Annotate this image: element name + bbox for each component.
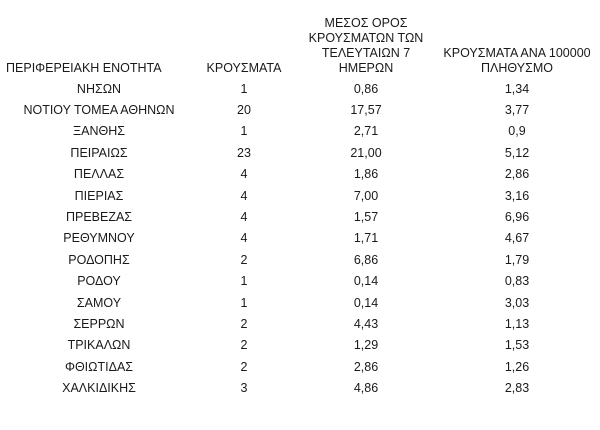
cell-cases: 4	[240, 167, 248, 182]
cell-regional-unit: ΡΕΘΥΜΝΟΥ	[63, 231, 135, 246]
cell-regional-unit: ΝΗΣΩΝ	[76, 81, 122, 96]
cell-cases-per-100000: 6,96	[504, 210, 530, 225]
cell-7day-average: 0,14	[353, 274, 379, 289]
cell-cases-per-100000: 4,67	[504, 231, 530, 246]
table-row	[4, 356, 596, 377]
table-row	[4, 271, 596, 292]
header-line: ΚΡΟΥΣΜΑΤΑ ΑΝΑ 100000	[443, 46, 591, 60]
cell-regional-unit: ΣΑΜΟΥ	[76, 295, 122, 310]
cell-cases: 1	[240, 124, 248, 139]
table-body	[4, 78, 596, 399]
cell-regional-unit: ΡΟΔΟΥ	[77, 274, 121, 289]
cell-cases: 3	[240, 381, 248, 396]
cell-cases: 23	[237, 145, 251, 160]
cell-cases: 1	[240, 81, 248, 96]
table-row	[4, 142, 596, 163]
cell-regional-unit: ΠΕΙΡΑΙΩΣ	[70, 145, 128, 160]
cell-regional-unit: ΠΡΕΒΕΖΑΣ	[65, 210, 133, 225]
table-row	[4, 206, 596, 227]
header-line: ΠΕΡΙΦΕΡΕΙΑΚΗ ΕΝΟΤΗΤΑ	[6, 61, 162, 75]
header-cases	[194, 16, 294, 78]
cell-regional-unit: ΞΑΝΘΗΣ	[73, 124, 125, 139]
header-line: ΚΡΟΥΣΜΑΤΩΝ ΤΩΝ	[308, 31, 424, 45]
cell-regional-unit: ΠΙΕΡΙΑΣ	[74, 188, 124, 203]
cell-cases-per-100000: 1,26	[504, 359, 530, 374]
table-row	[4, 121, 596, 142]
cell-7day-average: 0,86	[353, 81, 379, 96]
cell-regional-unit: ΧΑΛΚΙΔΙΚΗΣ	[62, 381, 136, 396]
cell-cases-per-100000: 0,83	[504, 274, 530, 289]
table-row	[4, 78, 596, 99]
cell-cases: 4	[240, 231, 248, 246]
header-line: ΚΡΟΥΣΜΑΤΑ	[206, 61, 282, 75]
table-row	[4, 99, 596, 120]
cell-7day-average: 6,86	[353, 252, 379, 267]
cell-7day-average: 0,14	[353, 295, 379, 310]
table-header-row	[4, 16, 596, 78]
cell-cases-per-100000: 0,9	[508, 124, 526, 139]
cell-cases: 1	[240, 295, 248, 310]
cell-cases-per-100000: 1,79	[504, 252, 530, 267]
cell-regional-unit: ΦΘΙΩΤΙΔΑΣ	[64, 359, 134, 374]
cell-cases: 2	[240, 252, 248, 267]
cell-7day-average: 7,00	[353, 188, 379, 203]
cell-7day-average: 17,57	[350, 103, 382, 118]
cell-cases: 1	[240, 274, 248, 289]
cell-7day-average: 1,71	[353, 231, 379, 246]
table-row	[4, 292, 596, 313]
table-row	[4, 335, 596, 356]
table-row	[4, 377, 596, 398]
cell-regional-unit: ΣΕΡΡΩΝ	[73, 316, 125, 331]
cell-cases: 2	[240, 338, 248, 353]
cases-table	[4, 16, 596, 399]
header-cases-per-100000	[438, 16, 596, 78]
cell-cases-per-100000: 2,86	[504, 167, 530, 182]
cell-regional-unit: ΠΕΛΛΑΣ	[73, 167, 125, 182]
cell-cases: 4	[240, 210, 248, 225]
cell-regional-unit: ΤΡΙΚΑΛΩΝ	[67, 338, 131, 353]
cell-cases-per-100000: 2,83	[504, 381, 530, 396]
cell-cases-per-100000: 1,13	[504, 316, 530, 331]
cell-cases-per-100000: 5,12	[504, 145, 530, 160]
cell-7day-average: 1,86	[353, 167, 379, 182]
cell-cases: 2	[240, 359, 248, 374]
table-row	[4, 249, 596, 270]
cell-7day-average: 21,00	[350, 145, 382, 160]
cell-7day-average: 1,29	[353, 338, 379, 353]
table-row	[4, 185, 596, 206]
cell-cases-per-100000: 3,03	[504, 295, 530, 310]
cell-regional-unit: ΝΟΤΙΟΥ ΤΟΜΕΑ ΑΘΗΝΩΝ	[23, 103, 175, 118]
cell-7day-average: 2,71	[353, 124, 379, 139]
header-line: ΠΛΗΘΥΣΜΟ	[481, 61, 553, 75]
header-line: ΜΕΣΟΣ ΟΡΟΣ	[324, 16, 408, 30]
table-row	[4, 164, 596, 185]
table-row	[4, 313, 596, 334]
cell-7day-average: 4,86	[353, 381, 379, 396]
header-regional-unit	[4, 16, 194, 78]
cell-7day-average: 4,43	[353, 316, 379, 331]
header-line: ΤΕΛΕΥΤΑΙΩΝ 7 ΗΜΕΡΩΝ	[321, 46, 411, 75]
cell-regional-unit: ΡΟΔΟΠΗΣ	[68, 252, 130, 267]
cell-7day-average: 1,57	[353, 210, 379, 225]
cell-7day-average: 2,86	[353, 359, 379, 374]
cell-cases-per-100000: 1,34	[504, 81, 530, 96]
cell-cases: 4	[240, 188, 248, 203]
cell-cases-per-100000: 3,16	[504, 188, 530, 203]
cell-cases: 2	[240, 316, 248, 331]
cell-cases: 20	[237, 103, 251, 118]
table-row	[4, 228, 596, 249]
cell-cases-per-100000: 1,53	[504, 338, 530, 353]
header-7day-average	[294, 16, 438, 78]
cell-cases-per-100000: 3,77	[504, 103, 530, 118]
